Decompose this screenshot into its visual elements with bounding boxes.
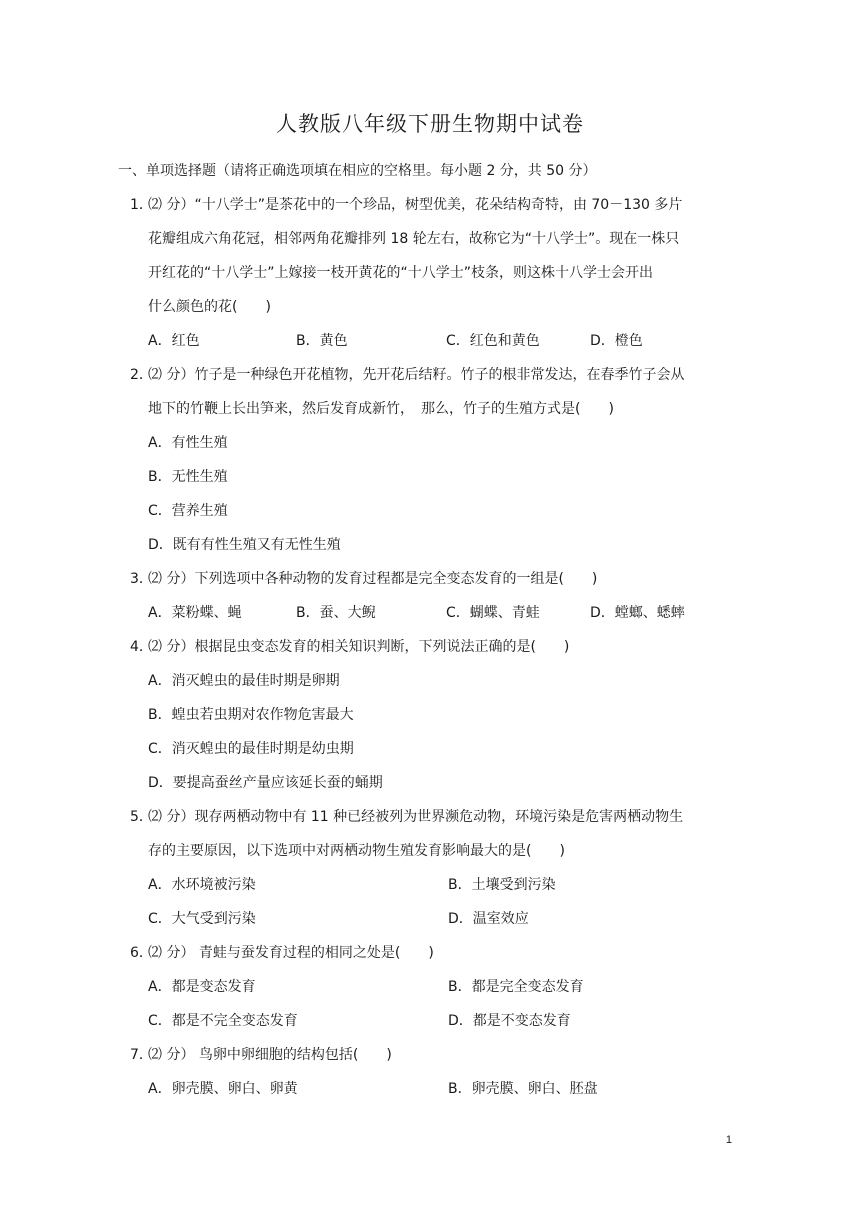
option-b: B．蚕、大鲵: [296, 605, 376, 621]
exam-content: [118, 154, 738, 1106]
question-stem: [118, 630, 738, 664]
stem-line: 地下的竹鞭上长出笋来，然后发育成新竹， 那么，竹子的生殖方式是( ): [148, 401, 614, 417]
question-stem: [118, 800, 738, 868]
options-row: [118, 1004, 738, 1038]
question-7: [118, 1038, 738, 1106]
question-number: 7．: [130, 1047, 153, 1063]
option-c: C．蝴蝶、青蛙: [446, 605, 540, 621]
stem-line: 花瓣组成六角花冠，相邻两角花瓣排列 18 轮左右，故称它为“十八学士”。现在一株只: [148, 231, 680, 247]
option-a: A．菜粉蝶、蝇: [148, 605, 242, 621]
stem-line: ⑵ 分）下列选项中各种动物的发育过程都是完全变态发育的一组是( ): [148, 571, 598, 587]
page-title: 人教版八年级下册生物期中试卷: [276, 112, 584, 136]
option-b: B．蝗虫若虫期对农作物危害最大: [148, 707, 354, 723]
options-row: [118, 970, 738, 1004]
options-row: [118, 1072, 738, 1106]
question-number: 5．: [130, 809, 153, 825]
option-c: C．消灭蝗虫的最佳时期是幼虫期: [148, 741, 354, 757]
stem-line: ⑵ 分）竹子是一种绿色开花植物，先开花后结籽。竹子的根非常发达，在春季竹子会从: [148, 367, 685, 383]
option-d: D．都是不变态发育: [448, 1013, 571, 1029]
option-b: B．土壤受到污染: [448, 877, 556, 893]
stem-line: ⑵ 分）“十八学士”是茶花中的一个珍品，树型优美，花朵结构奇特，由 70－130 多片: [148, 197, 683, 213]
option-b: B．无性生殖: [148, 469, 228, 485]
option-a: A．都是变态发育: [148, 979, 256, 995]
question-stem: [118, 358, 738, 426]
option-d: D．既有有性生殖又有无性生殖: [148, 537, 341, 553]
options-row: [118, 902, 738, 936]
option-a: A．消灭蝗虫的最佳时期是卵期: [148, 673, 340, 689]
question-number: 3．: [130, 571, 153, 587]
stem-line: ⑵ 分） 青蛙与蚕发育过程的相同之处是( ): [148, 945, 434, 961]
options-row: [118, 596, 738, 630]
options-row: [118, 868, 738, 902]
stem-line: ⑵ 分）现存两栖动物中有 11 种已经被列为世界濒危动物，环境污染是危害两栖动物生: [148, 809, 684, 825]
question-number: 6．: [130, 945, 153, 961]
question-stem: [118, 1038, 738, 1072]
option-b: B．黄色: [296, 333, 348, 349]
stem-line: 存的主要原因，以下选项中对两栖动物生殖发育影响最大的是( ): [148, 843, 565, 859]
question-2: [118, 358, 738, 562]
option-a: A．有性生殖: [148, 435, 228, 451]
option-b: B．都是完全变态发育: [448, 979, 584, 995]
option-a: A．红色: [148, 333, 200, 349]
option-d: D．温室效应: [448, 911, 529, 927]
question-stem: [118, 188, 738, 324]
question-number: 4．: [130, 639, 153, 655]
question-number: 1．: [130, 197, 153, 213]
option-d: D．要提高蚕丝产量应该延长蚕的蛹期: [148, 775, 383, 791]
option-a: A．卵壳膜、卵白、卵黄: [148, 1081, 298, 1097]
option-c: C．红色和黄色: [446, 333, 540, 349]
question-stem: [118, 562, 738, 596]
stem-line: ⑵ 分）根据昆虫变态发育的相关知识判断，下列说法正确的是( ): [148, 639, 570, 655]
option-d: D．螳螂、蟋蟀: [590, 605, 685, 621]
section-heading: 一、单项选择题（请将正确选项填在相应的空格里。每小题 2 分，共 50 分）: [118, 163, 597, 179]
option-a: A．水环境被污染: [148, 877, 256, 893]
option-c: C．大气受到污染: [148, 911, 256, 927]
stem-line: 开红花的“十八学士”上嫁接一枝开黄花的“十八学士”枝条，则这株十八学士会开出: [148, 265, 654, 281]
option-c: C．都是不完全变态发育: [148, 1013, 298, 1029]
question-stem: [118, 936, 738, 970]
stem-line: ⑵ 分） 鸟卵中卵细胞的结构包括( ): [148, 1047, 392, 1063]
question-1: [118, 188, 738, 358]
question-5: [118, 800, 738, 936]
question-number: 2．: [130, 367, 153, 383]
option-b: B．卵壳膜、卵白、胚盘: [448, 1081, 598, 1097]
options-row: [118, 324, 738, 358]
question-6: [118, 936, 738, 1038]
option-c: C．营养生殖: [148, 503, 228, 519]
page-number: 1: [725, 1134, 732, 1146]
question-4: [118, 630, 738, 800]
stem-line: 什么颜色的花( ): [148, 299, 271, 315]
question-3: [118, 562, 738, 630]
option-d: D．橙色: [590, 333, 643, 349]
